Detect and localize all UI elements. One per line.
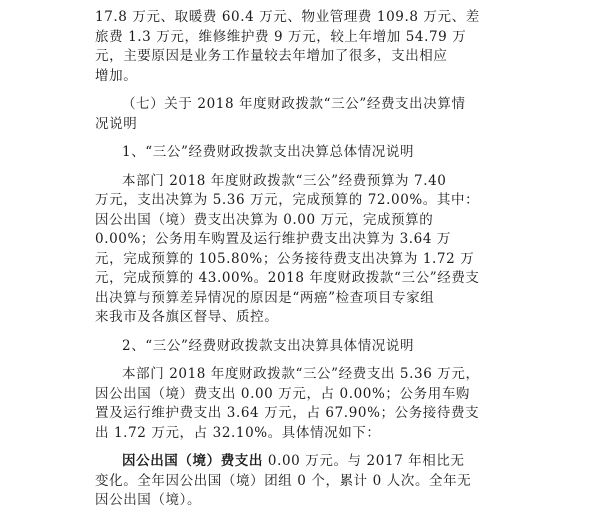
paragraph-line: 17.8 万元、取暖费 60.4 万元、物业管理费 109.8 万元、差 bbox=[95, 9, 480, 25]
paragraph-line: 元，完成预算的 105.80%；公务接待费支出决算为 1.72 万 bbox=[95, 250, 475, 267]
section-heading-cont: 况说明 bbox=[95, 115, 138, 132]
section-heading: （七）关于 2018 年度财政拨款“三公”经费支出决算情 bbox=[122, 96, 466, 112]
document-page bbox=[95, 8, 515, 511]
paragraph-line: 因公出国（境）费支出 0.00 万元，占 0.00%；公务用车购 bbox=[95, 385, 471, 402]
paragraph-line: 出决算与预算差异情况的原因是“两癌”检查项目专家组 bbox=[95, 289, 435, 306]
paragraph-line: 增加。 bbox=[95, 67, 138, 84]
paragraph-line: 元，完成预算的 43.00%。2018 年度财政拨款“三公”经费支 bbox=[95, 270, 480, 286]
subsection-heading: 2、“三公”经费财政拨款支出决算具体情况说明 bbox=[122, 337, 415, 354]
paragraph-line: 出 1.72 万元，占 32.10%。具体情况如下： bbox=[95, 424, 381, 441]
paragraph-line: 本部门 2018 年度财政拨款“三公”经费预算为 7.40 bbox=[122, 172, 447, 189]
paragraph-line: 0.00%；公务用车购置及运行维护费支出决算为 3.64 万 bbox=[95, 231, 452, 247]
paragraph-text: 0.00 万元。与 2017 年相比无 bbox=[263, 453, 465, 469]
paragraph-line: 因公出国（境）费支出决算为 0.00 万元，完成预算的 bbox=[95, 211, 434, 228]
paragraph-line bbox=[95, 452, 515, 472]
paragraph-line: 旅费 1.3 万元，维修维护费 9 万元，较上年增加 54.79 万 bbox=[95, 28, 467, 45]
paragraph-line: 因公出国（境）。 bbox=[95, 492, 202, 508]
paragraph-line: 元，主要原因是业务工作量较去年增加了很多，支出相应 bbox=[95, 48, 448, 64]
paragraph-line: 本部门 2018 年度财政拨款“三公”经费支出 5.36 万元， bbox=[122, 366, 480, 382]
subsection-heading: 1、“三公”经费财政拨款支出决算总体情况说明 bbox=[122, 144, 415, 160]
paragraph-line: 变化。全年因公出国（境）团组 0 个，累计 0 人次。全年无 bbox=[95, 472, 472, 489]
bold-lead-text: 因公出国（境）费支出 bbox=[122, 453, 263, 469]
paragraph-line: 万元，支出决算为 5.36 万元，完成预算的 72.00%。其中： bbox=[95, 192, 480, 208]
paragraph-line: 置及运行维护费支出 3.64 万元，占 67.90%；公务接待费支 bbox=[95, 405, 480, 421]
paragraph-line: 来我市及各旗区督导、质控。 bbox=[95, 309, 279, 325]
